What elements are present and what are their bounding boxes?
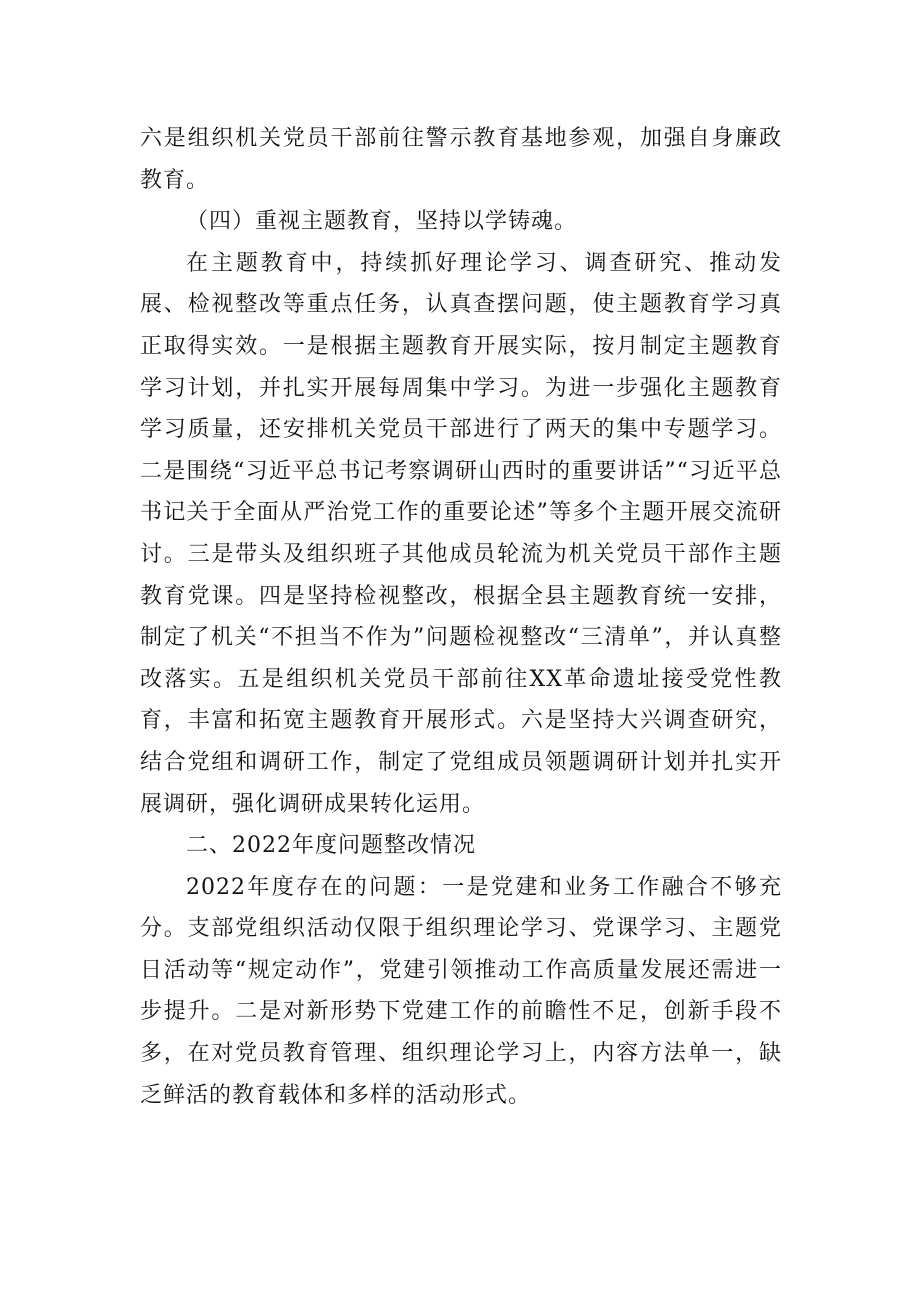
section-heading-theme-education: （四）重视主题教育，坚持以学铸魂。 — [186, 209, 578, 235]
paragraph-continuation: 六是组织机关党员干部前往警示教育基地参观，加强自身廉政教育。 — [140, 126, 782, 193]
paragraph-theme-education: 在主题教育中，持续抓好理论学习、调查研究、推动发展、检视整改等重点任务，认真查摆问题，使主题教育学习真正取得实效。一是根据主题教育开展实际，按月制定主题教育学习计划，并扎实开展每周集中学习。为进一步强化主题教育学习质量，还安排机关党员干部进行了两天的集中专题学习。二是围绕“习近平总书记考察调研山西时的重要讲话”“习近平总书记关于全面从严治党工作的重要论述”等多个主题开展交流研讨。三是带头及组织班子其他成员轮流为机关党员干部作主题教育党课。四是坚持检视整改，根据全县主题教育统一安排，制定了机关“不担当不作为”问题检视整改“三清单”，并认真整改落实。五是组织机关党员干部前往XX革命遗址接受党性教育，丰富和拓宽主题教育开展形式。六是坚持大兴调查研究，结合党组和调研工作，制定了党组成员领题调研计划并扎实开展调研，强化调研成果转化运用。 — [140, 250, 782, 817]
paragraph-2022-problems: 2022年度存在的问题：一是党建和业务工作融合不够充分。支部党组织活动仅限于组织理论学习、党课学习、主题党日活动等“规定动作”，党建引领推动工作高质量发展还需进一步提升。二是对新形势下党建工作的前瞻性不足，创新手段不多，在对党员教育管理、组织理论学习上，内容方法单一，缺乏鲜活的教育载体和多样的活动形式。 — [140, 874, 782, 1108]
document-body — [140, 118, 782, 1116]
section-heading-2022-rectification: 二、2022年度问题整改情况 — [186, 833, 476, 859]
